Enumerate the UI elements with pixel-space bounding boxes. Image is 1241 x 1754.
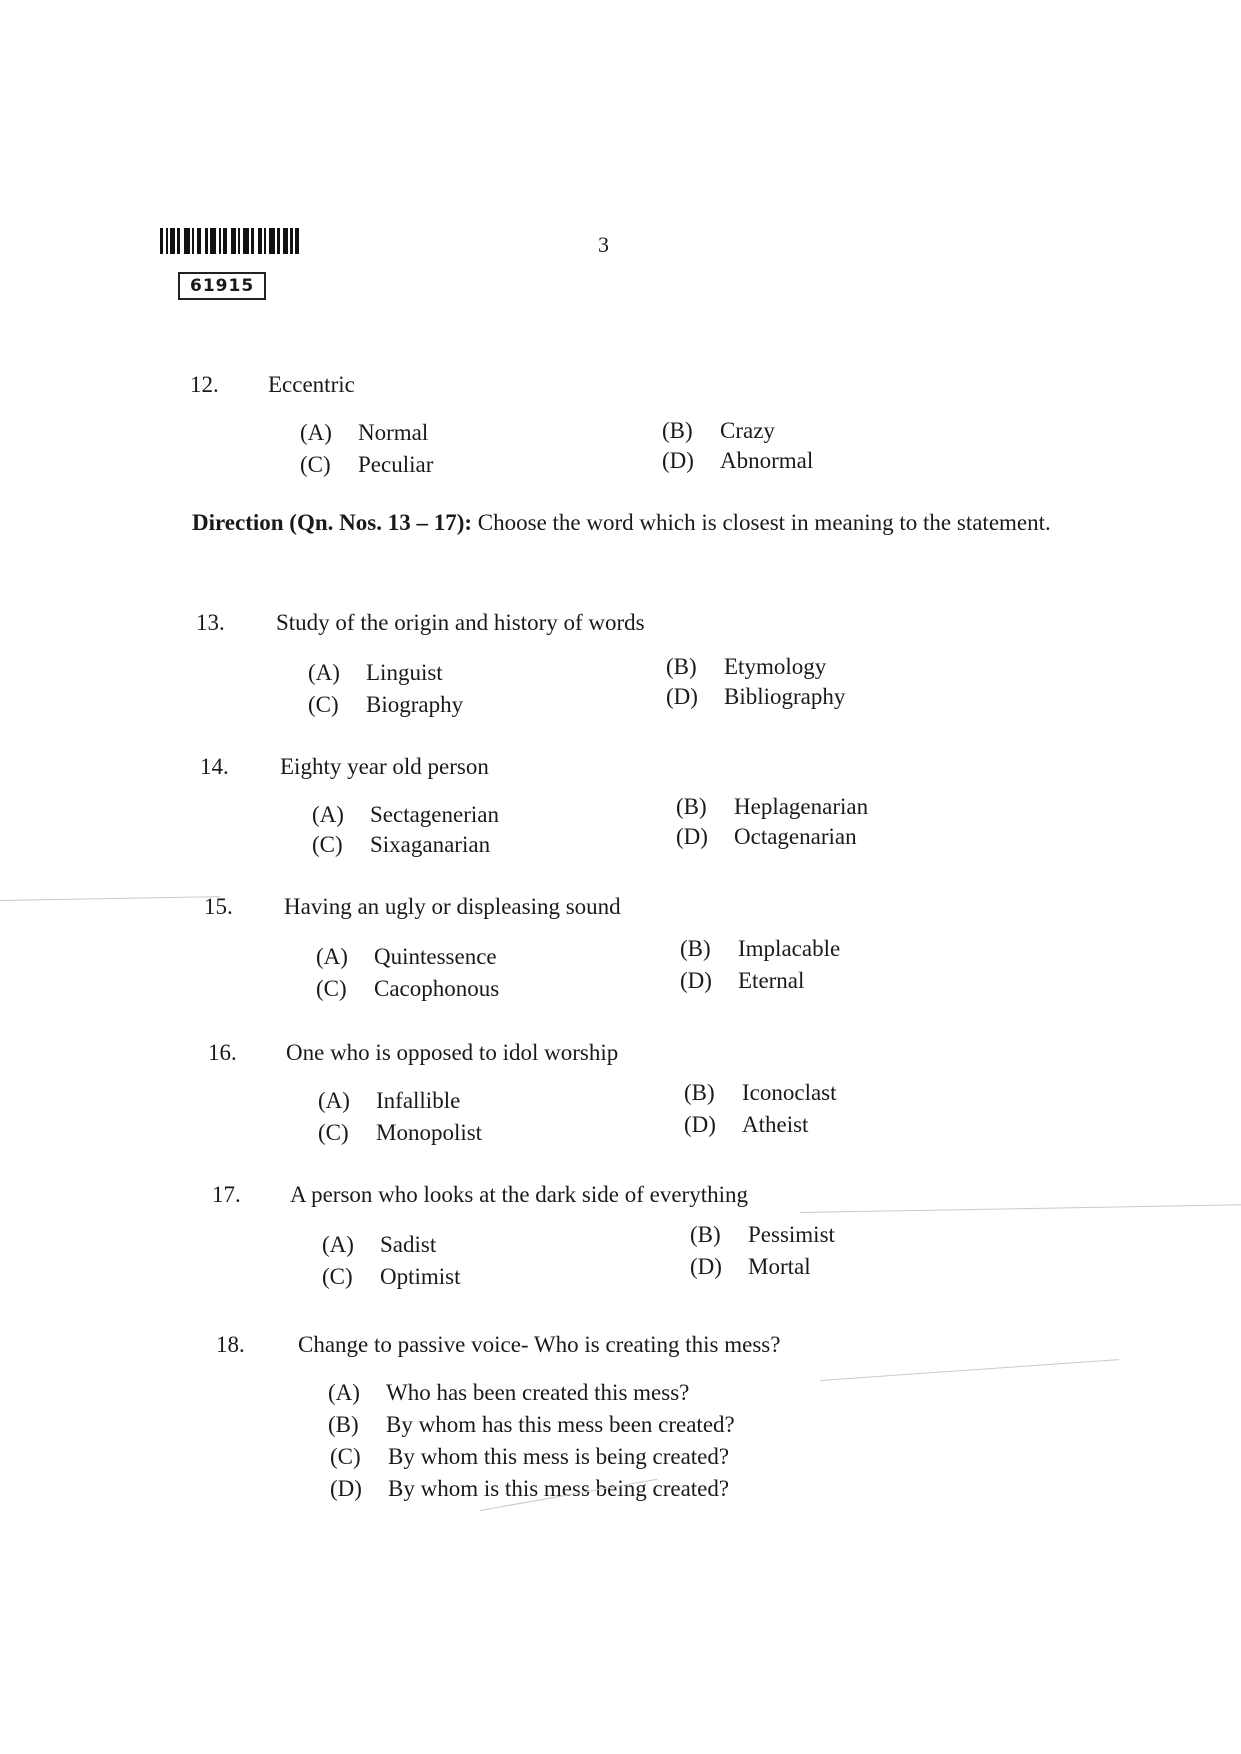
option-a <box>308 660 443 686</box>
question-stem: Change to passive voice- Who is creating this mess? <box>298 1332 781 1357</box>
option-letter: (A) <box>308 660 340 685</box>
page-number: 3 <box>598 232 609 257</box>
scan-fold-mark <box>0 896 220 901</box>
option-text: Peculiar <box>358 452 434 477</box>
option-letter: (A) <box>312 802 344 827</box>
option-text: Iconoclast <box>742 1080 837 1105</box>
option-text: Atheist <box>742 1112 809 1137</box>
option-text: Etymology <box>724 654 827 679</box>
option-text: Sixaganarian <box>370 832 491 857</box>
option-c <box>300 452 433 478</box>
option-text: Sadist <box>380 1232 437 1257</box>
option-letter: (D) <box>690 1254 722 1279</box>
paper-code: 61915 <box>178 272 266 300</box>
question-stem: A person who looks at the dark side of everything <box>290 1182 748 1207</box>
option-letter: (D) <box>666 684 698 709</box>
barcode <box>160 228 316 254</box>
option-d <box>666 684 845 710</box>
option-text: By whom this mess is being created? <box>388 1444 730 1469</box>
option-letter: (C) <box>322 1264 353 1289</box>
option-text: Who has been created this mess? <box>386 1380 690 1405</box>
option-d <box>330 1476 729 1502</box>
direction-note <box>192 506 1052 540</box>
option-a <box>316 944 497 970</box>
option-letter: (A) <box>322 1232 354 1257</box>
option-letter: (D) <box>330 1476 362 1501</box>
option-text: Linguist <box>366 660 443 685</box>
question-number: 14. <box>200 754 229 779</box>
option-text: Implacable <box>738 936 841 961</box>
option-text: Pessimist <box>748 1222 835 1247</box>
option-letter: (B) <box>690 1222 721 1247</box>
option-letter: (C) <box>308 692 339 717</box>
option-text: Quintessence <box>374 944 497 969</box>
option-d <box>684 1112 808 1138</box>
option-text: Crazy <box>720 418 775 443</box>
option-text: By whom has this mess been created? <box>386 1412 735 1437</box>
option-b <box>676 794 868 820</box>
option-text: Bibliography <box>724 684 846 709</box>
option-letter: (C) <box>316 976 347 1001</box>
option-c <box>316 976 499 1002</box>
option-letter: (A) <box>318 1088 350 1113</box>
question-stem: Eccentric <box>268 372 355 397</box>
option-b <box>328 1412 735 1438</box>
option-text: Heplagenarian <box>734 794 869 819</box>
option-a <box>312 802 499 828</box>
option-a <box>322 1232 436 1258</box>
option-letter: (B) <box>680 936 711 961</box>
option-a <box>300 420 428 446</box>
option-letter: (D) <box>662 448 694 473</box>
option-b <box>684 1080 837 1106</box>
option-text: By whom is this mess being created? <box>388 1476 730 1501</box>
option-text: Mortal <box>748 1254 811 1279</box>
option-c <box>318 1120 482 1146</box>
option-letter: (A) <box>328 1380 360 1405</box>
question-stem: Eighty year old person <box>280 754 489 779</box>
option-text: Optimist <box>380 1264 461 1289</box>
question-number: 18. <box>216 1332 245 1357</box>
question-number: 12. <box>190 372 219 397</box>
option-d <box>662 448 813 474</box>
option-a <box>318 1088 460 1114</box>
option-b <box>666 654 826 680</box>
direction-label: Direction (Qn. Nos. 13 – 17): <box>192 510 473 535</box>
option-b <box>662 418 775 444</box>
option-text: Eternal <box>738 968 805 993</box>
option-b <box>690 1222 835 1248</box>
direction-text: Choose the word which is closest in meaning to the statement. <box>477 510 1051 535</box>
option-d <box>690 1254 811 1280</box>
option-c <box>308 692 463 718</box>
option-c <box>312 832 490 858</box>
option-text: Normal <box>358 420 429 445</box>
option-letter: (A) <box>300 420 332 445</box>
option-c <box>330 1444 729 1470</box>
option-text: Biography <box>366 692 464 717</box>
question-number: 16. <box>208 1040 237 1065</box>
option-d <box>680 968 804 994</box>
option-letter: (C) <box>318 1120 349 1145</box>
option-letter: (B) <box>328 1412 359 1437</box>
question-stem: Having an ugly or displeasing sound <box>284 894 621 919</box>
option-letter: (B) <box>666 654 697 679</box>
option-letter: (D) <box>684 1112 716 1137</box>
option-letter: (C) <box>300 452 331 477</box>
option-a <box>328 1380 689 1406</box>
question-number: 13. <box>196 610 225 635</box>
option-text: Octagenarian <box>734 824 857 849</box>
option-b <box>680 936 840 962</box>
option-letter: (D) <box>680 968 712 993</box>
option-c <box>322 1264 461 1290</box>
option-letter: (A) <box>316 944 348 969</box>
option-letter: (B) <box>676 794 707 819</box>
option-letter: (B) <box>684 1080 715 1105</box>
option-d <box>676 824 857 850</box>
scan-fold-mark <box>800 1204 1241 1213</box>
scan-fold-mark <box>820 1359 1119 1381</box>
question-number: 17. <box>212 1182 241 1207</box>
option-letter: (D) <box>676 824 708 849</box>
question-number: 15. <box>204 894 233 919</box>
question-stem: Study of the origin and history of words <box>276 610 645 635</box>
question-stem: One who is opposed to idol worship <box>286 1040 619 1065</box>
option-letter: (C) <box>330 1444 361 1469</box>
option-text: Sectagenerian <box>370 802 499 827</box>
option-text: Cacophonous <box>374 976 500 1001</box>
option-text: Infallible <box>376 1088 461 1113</box>
option-text: Monopolist <box>376 1120 483 1145</box>
option-letter: (C) <box>312 832 343 857</box>
option-letter: (B) <box>662 418 693 443</box>
option-text: Abnormal <box>720 448 814 473</box>
